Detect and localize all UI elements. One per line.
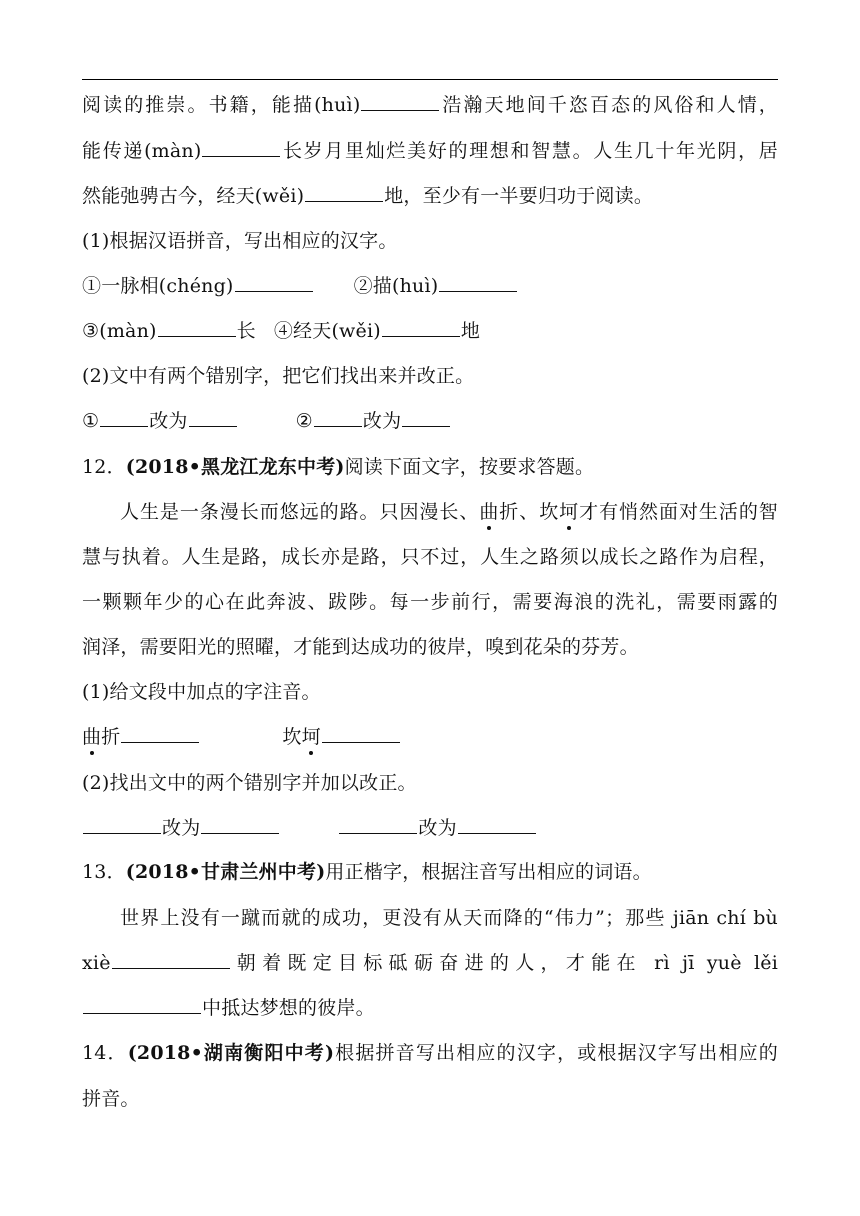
q12-sub1-row: 曲折 坎坷 xyxy=(82,722,782,752)
q11-sub1-row2: ③(màn) 长 ④经天(wěi) 地 xyxy=(82,320,481,342)
q13-heading xyxy=(82,857,782,887)
passage-line-1: 阅读的推崇。书籍，能描(huì) 浩瀚天地间千恣百态的风俗和人情， xyxy=(82,94,779,116)
dotted-char: 曲 xyxy=(82,722,101,752)
header-rule xyxy=(82,79,778,80)
q14-heading xyxy=(82,1038,778,1068)
question-source: (2018•黑龙江龙东中考) xyxy=(125,456,345,478)
q11-sub2-title: (2)文中有两个错别字，把它们找出来并改正。 xyxy=(82,365,475,387)
answer-blank[interactable] xyxy=(322,724,400,743)
answer-blank[interactable] xyxy=(314,408,362,427)
q12-passage-line-2: 慧与执着。人生是路，成长亦是路，只不过，人生之路须以成长之路作为启程， xyxy=(82,546,778,568)
q12-passage-line-4: 润泽，需要阳光的照曜，才能到达成功的彼岸，嗅到花朵的芬芳。 xyxy=(82,636,639,658)
answer-blank[interactable] xyxy=(305,183,383,202)
answer-blank[interactable] xyxy=(235,273,313,292)
dotted-char: 坷 xyxy=(559,497,578,527)
passage-line-3: 然能弛骋古今，经天(wěi) 地，至少有一半要归功于阅读。 xyxy=(82,185,654,207)
passage-line-2: 能传递(màn) 长岁月里灿烂美好的理想和智慧。人生几十年光阴，居 xyxy=(82,140,778,162)
q13-passage-line-3: 中抵达梦想的彼岸。 xyxy=(82,993,782,1023)
answer-blank[interactable] xyxy=(458,815,536,834)
answer-blank[interactable] xyxy=(189,408,237,427)
answer-blank[interactable] xyxy=(112,950,230,969)
question-prompt: 阅读下面文字，按要求答题。 xyxy=(344,456,595,478)
q12-sub1-title: (1)给文段中加点的字注音。 xyxy=(82,681,321,703)
answer-blank[interactable] xyxy=(83,995,201,1014)
q12-heading xyxy=(82,452,782,482)
q12-sub2-title: (2)找出文中的两个错别字并加以改正。 xyxy=(82,772,417,794)
question-number: 14． xyxy=(82,1042,128,1064)
answer-blank[interactable] xyxy=(382,318,460,337)
answer-blank[interactable] xyxy=(201,815,279,834)
answer-blank[interactable] xyxy=(439,273,517,292)
q12-passage-line-1: 人生是一条漫长而悠远的路。只因漫长、曲折、坎坷才有悄然面对生活的智 xyxy=(120,497,778,527)
q11-sub1-title: (1)根据汉语拼音，写出相应的汉字。 xyxy=(82,230,398,252)
q12-passage-line-3: 一颗颗年少的心在此奔波、跋陟。每一步前行，需要海浪的洗礼，需要雨露的 xyxy=(82,591,778,613)
answer-blank[interactable] xyxy=(83,815,161,834)
q13-passage-line-1: 世界上没有一蹴而就的成功，更没有从天而降的“伟力”；那些 jiān chí bù xyxy=(120,907,778,929)
answer-blank[interactable] xyxy=(121,724,199,743)
question-prompt: 根据拼音写出相应的汉字，或根据汉字写出相应的 xyxy=(334,1042,779,1064)
answer-blank[interactable] xyxy=(402,408,450,427)
dotted-char: 坷 xyxy=(302,722,321,752)
q11-sub2-row: ① 改为 ② 改为 xyxy=(82,406,782,436)
answer-blank[interactable] xyxy=(361,92,439,111)
question-number: 13． xyxy=(82,861,126,883)
answer-blank[interactable] xyxy=(100,408,148,427)
answer-blank[interactable] xyxy=(158,318,236,337)
q14-heading-line-2: 拼音。 xyxy=(82,1088,140,1110)
question-source: (2018•甘肃兰州中考) xyxy=(125,861,326,883)
question-prompt: 用正楷字，根据注音写出相应的词语。 xyxy=(325,861,652,883)
q11-sub1-row1: ①一脉相(chéng) ②描(huì) xyxy=(82,271,782,301)
answer-blank[interactable] xyxy=(202,138,280,157)
question-source: (2018•湖南衡阳中考) xyxy=(127,1042,335,1064)
question-number: 12． xyxy=(82,456,126,478)
q13-passage-line-2: xiè 朝着既定目标砥砺奋进的人，才能在 rì jī yuè lěi xyxy=(82,952,778,974)
answer-blank[interactable] xyxy=(339,815,417,834)
q12-sub2-row: 改为 改为 xyxy=(82,813,782,843)
dotted-char: 曲 xyxy=(479,497,498,527)
